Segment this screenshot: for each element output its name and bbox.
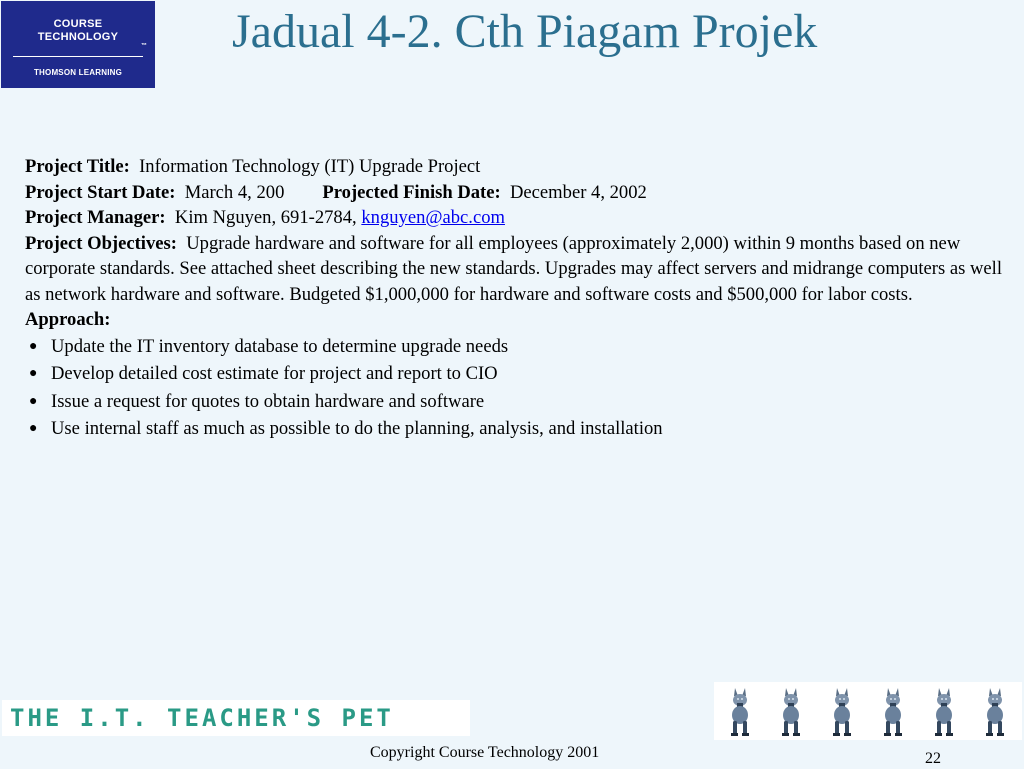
project-manager-row xyxy=(25,205,1017,231)
bullet-icon: ● xyxy=(29,393,38,409)
manager-value: Kim Nguyen, 691-2784, xyxy=(174,207,357,228)
copyright-text: Copyright Course Technology 2001 xyxy=(370,744,600,761)
approach-item-text: Update the IT inventory database to determine upgrade needs xyxy=(51,335,509,357)
robot-dog-icon xyxy=(824,684,860,738)
logo-line-1: COURSE xyxy=(53,18,103,30)
start-date-label: Project Start Date: xyxy=(25,181,176,203)
it-teachers-pet-banner: THE I.T. TEACHER'S PET xyxy=(2,700,470,736)
objectives-text: Upgrade hardware and software for all employees (approximately 2,000) within 9 months based on new corporate standards. See attached sheet describing the new standards. Upgrades may affect servers and midrange computers as well as network hardware and software. Budgeted $1,000,000 for hardware and software costs and $500,000 for labor costs. xyxy=(25,232,1003,305)
finish-date-value: December 4, 2002 xyxy=(510,181,647,203)
robot-dog-icon xyxy=(875,684,911,738)
approach-item xyxy=(25,415,1017,443)
project-dates-row xyxy=(25,180,1017,206)
project-charter xyxy=(25,154,1017,443)
project-title-value: Information Technology (IT) Upgrade Project xyxy=(139,156,481,177)
approach-item-text: Use internal staff as much as possible to do the planning, analysis, and installation xyxy=(51,418,663,439)
approach-item xyxy=(25,360,1017,388)
robot-dog-icon xyxy=(926,684,962,738)
page-number: 22 xyxy=(925,750,941,767)
start-date-value: March 4, 200 xyxy=(184,181,285,203)
project-title-row xyxy=(25,154,1017,180)
approach-item xyxy=(25,333,1017,361)
logo-line-2: TECHNOLOGY xyxy=(37,31,119,43)
logo-line-3: THOMSON LEARNING xyxy=(33,68,123,77)
robot-dogs-graphic xyxy=(714,682,1022,740)
logo-divider xyxy=(13,56,143,57)
approach-label: Approach: xyxy=(25,309,111,330)
slide-title: Jadual 4-2. Cth Piagam Projek xyxy=(232,5,818,58)
approach-item-text: Issue a request for quotes to obtain hardware and software xyxy=(51,390,485,412)
robot-dog-icon xyxy=(773,684,809,738)
project-title-label: Project Title: xyxy=(25,156,130,177)
approach-item-text: Develop detailed cost estimate for project and report to CIO xyxy=(51,363,498,384)
objectives-label: Project Objectives: xyxy=(25,232,177,254)
course-technology-logo xyxy=(1,1,155,88)
approach-item xyxy=(25,388,1017,416)
approach-list xyxy=(25,333,1017,443)
manager-email-link[interactable]: knguyen@abc.com xyxy=(361,207,505,228)
logo-trademark-mark: ™ xyxy=(141,43,147,49)
bullet-icon: ● xyxy=(29,338,38,354)
project-objectives-row xyxy=(25,231,1017,308)
bullet-icon: ● xyxy=(29,421,38,436)
robot-dog-icon xyxy=(722,684,758,738)
robot-dog-icon xyxy=(977,684,1013,738)
finish-date-label: Projected Finish Date: xyxy=(322,181,501,203)
bullet-icon: ● xyxy=(29,366,38,381)
manager-label: Project Manager: xyxy=(25,207,166,228)
approach-heading-row xyxy=(25,307,1017,333)
